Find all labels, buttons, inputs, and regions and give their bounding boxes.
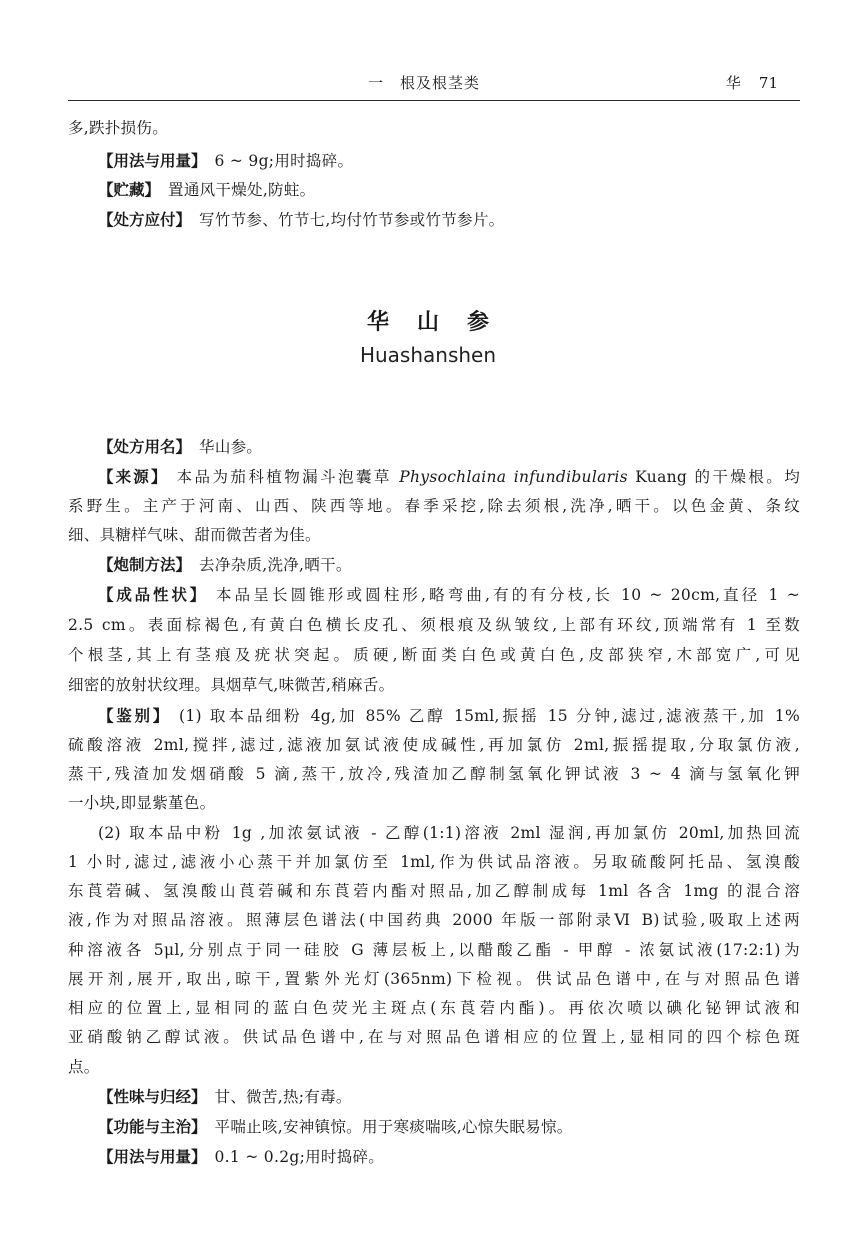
nature-label: 【性味与归经】 xyxy=(98,1088,207,1106)
latin-name: Physochlaina infundibularis xyxy=(399,468,628,486)
source-line-1 xyxy=(98,467,800,487)
identification-line-1 xyxy=(98,706,800,726)
prev-continuation: 多,跌扑损伤。 xyxy=(68,119,169,137)
character-line-3: 个根茎,其上有茎痕及疣状突起。质硬,断面类白色或黄白色,皮部狭窄,木部宽广,可见 xyxy=(68,646,800,664)
identification-text: (1) 取本品细粉 4g,加 85% 乙醇 15ml,振摇 15 分钟,滤过,滤液蒸干,加 1% xyxy=(179,707,800,725)
usage xyxy=(98,1147,800,1167)
prev-prescription xyxy=(98,210,800,230)
identification-p2-line-8: 亚硝酸钠乙醇试液。供试品色谱中,在与对照品色谱相应的位置上,显相同的四个棕色斑 xyxy=(68,1028,800,1046)
identification-p1-line-4: 一小块,即显紫堇色。 xyxy=(68,794,216,812)
section-title xyxy=(368,72,480,93)
identification-p1-line-3: 蒸干,残渣加发烟硝酸 5 滴,蒸干,放冷,残渣加乙醇制氢氧化钾试液 3 ~ 4 滴与氢氧化钾 xyxy=(68,765,800,783)
source-label: 【来源】 xyxy=(98,468,169,486)
source-text-cont: Kuang 的干燥根。均 xyxy=(635,468,800,486)
nature xyxy=(98,1087,800,1107)
identification-p1-line-2: 硫酸溶液 2ml,搅拌,滤过,滤液加氨试液使成碱性,再加氯仿 2ml,振摇提取,分取氯仿液, xyxy=(68,736,800,754)
rx-name-label: 【处方用名】 xyxy=(98,438,192,456)
identification-p2-line-5: 种溶液各 5μl,分别点于同一硅胶 G 薄层板上,以醋酸乙酯 - 甲醇 - 浓氨试液(17:2:1)为 xyxy=(68,941,800,959)
section-dash: 一 xyxy=(368,74,385,92)
character-label: 【成品性状】 xyxy=(98,586,209,604)
page-info xyxy=(726,72,778,93)
source-line-3: 细、具糖样气味、甜而微苦者为佳。 xyxy=(68,526,321,544)
rx-name xyxy=(98,437,800,457)
processing xyxy=(98,555,800,575)
identification-p2-line-1: (2) 取本品中粉 1g ,加浓氨试液 - 乙醇(1:1)溶液 2ml 湿润,再加氯仿 20ml,加热回流 xyxy=(98,824,800,842)
character-line-1 xyxy=(98,585,800,605)
identification-p2-line-6: 展开剂,展开,取出,晾干,置紫外光灯(365nm)下检视。供试品色谱中,在与对照品色谱 xyxy=(68,970,800,988)
prev-usage-text: 6 ~ 9g;用时捣碎。 xyxy=(214,152,354,170)
rx-name-text: 华山参。 xyxy=(199,438,263,456)
prev-storage xyxy=(98,180,800,200)
character-line-2: 2.5 cm。表面棕褐色,有黄白色横长皮孔、须根痕及纵皱纹,上部有环纹,顶端常有 1 至数 xyxy=(68,616,800,634)
function-text: 平喘止咳,安神镇惊。用于寒痰喘咳,心惊失眠易惊。 xyxy=(214,1118,573,1136)
nature-text: 甘、微苦,热;有毒。 xyxy=(214,1088,352,1106)
processing-text: 去净杂质,洗净,晒干。 xyxy=(199,556,352,574)
usage-label: 【用法与用量】 xyxy=(98,1148,207,1166)
entry-title-pinyin: Huashanshen xyxy=(359,343,497,367)
character-text: 本品呈长圆锥形或圆柱形,略弯曲,有的有分枝,长 10 ~ 20cm,直径 1 ~ xyxy=(216,586,800,604)
prev-prescription-label: 【处方应付】 xyxy=(98,211,192,229)
page-number: 71 xyxy=(758,74,778,92)
function xyxy=(98,1117,800,1137)
function-label: 【功能与主治】 xyxy=(98,1118,207,1136)
prev-prescription-text: 写竹节参、竹节七,均付竹节参或竹节参片。 xyxy=(199,211,505,229)
prev-storage-label: 【贮藏】 xyxy=(98,181,161,199)
index-char: 华 xyxy=(725,74,741,92)
identification-label: 【鉴别】 xyxy=(98,707,172,725)
identification-p2-line-7: 相应的位置上,显相同的蓝白色荧光主斑点(东莨菪内酯)。再依次喷以碘化铋钾试液和 xyxy=(68,999,800,1017)
identification-p2-line-3: 东莨菪碱、氢溴酸山莨菪碱和东莨菪内酯对照品,加乙醇制成每 1ml 各含 1mg 的混合溶 xyxy=(68,882,800,900)
prev-usage xyxy=(98,151,800,171)
entry-title-chinese: 华山参 xyxy=(366,310,517,335)
processing-label: 【炮制方法】 xyxy=(98,556,192,574)
source-text: 本品为茄科植物漏斗泡囊草 xyxy=(176,468,392,486)
usage-text: 0.1 ~ 0.2g;用时捣碎。 xyxy=(214,1148,385,1166)
identification-p2-line-2: 1 小时,滤过,滤液小心蒸干并加氯仿至 1ml,作为供试品溶液。另取硫酸阿托品、氢溴酸 xyxy=(68,853,800,871)
identification-p2-line-9: 点。 xyxy=(68,1058,100,1076)
identification-p2-line-4: 液,作为对照品溶液。照薄层色谱法(中国药典 2000 年版一部附录Ⅵ B)试验,吸取上述两 xyxy=(68,911,800,929)
running-header xyxy=(68,66,800,101)
prev-usage-label: 【用法与用量】 xyxy=(98,152,207,170)
source-line-2: 系野生。主产于河南、山西、陕西等地。春季采挖,除去须根,洗净,晒干。以色金黄、条纹 xyxy=(68,497,800,515)
section-name: 根及根茎类 xyxy=(400,74,481,92)
prev-storage-text: 置通风干燥处,防蛀。 xyxy=(168,181,316,199)
character-line-4: 细密的放射状纹理。具烟草气,味微苦,稍麻舌。 xyxy=(68,676,395,694)
